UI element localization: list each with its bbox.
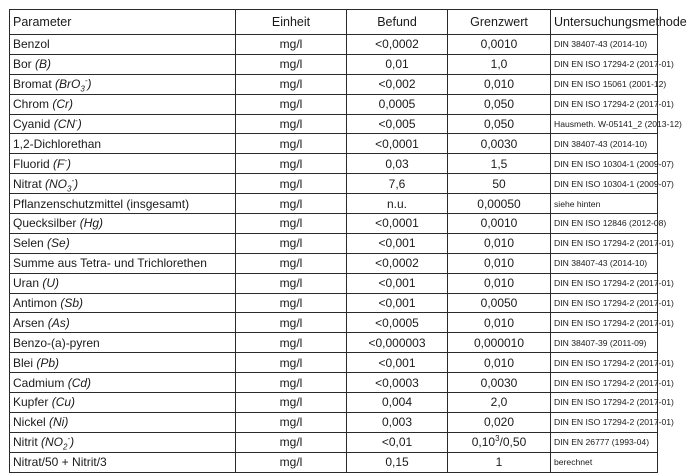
symbol-close: ): [70, 435, 75, 450]
table-row: [10, 35, 658, 55]
grenzwert-value: 1: [495, 455, 503, 470]
cell-einheit: mg/l: [236, 174, 347, 194]
parameter-name: Bor: [13, 57, 32, 72]
cell-befund: n.u.: [347, 194, 448, 214]
symbol-text: (Sb): [60, 296, 84, 311]
symbol-subscript: 3: [67, 184, 72, 194]
symbol-subscript: 2: [63, 442, 68, 452]
grenzwert-value: 0,050: [483, 117, 515, 131]
cell-befund: 0,004: [347, 393, 448, 413]
grenzwert-value: 1,5: [490, 156, 508, 171]
grenzwert-value: 0,050: [483, 97, 515, 112]
parameter-name: Kupfer: [13, 395, 49, 410]
cell-untersuchungsmethode: DIN EN ISO 17294-2 (2017-01): [551, 313, 658, 333]
table-row: [10, 412, 658, 432]
symbol-text: (U): [42, 276, 60, 291]
column-header-befund: Befund: [347, 10, 448, 35]
parameter-name: Fluorid: [13, 156, 50, 171]
table-row: [10, 313, 658, 333]
symbol-text: (BrO: [55, 77, 81, 92]
cell-parameter: [10, 174, 236, 194]
parameter-symbol: [52, 97, 73, 111]
parameter-symbol: [68, 376, 91, 390]
symbol-text: (NO: [41, 435, 64, 450]
table-row: [10, 74, 658, 94]
table-row: [10, 293, 658, 313]
symbol-close: ): [87, 77, 92, 92]
cell-untersuchungsmethode: DIN EN ISO 17294-2 (2017-01): [551, 373, 658, 393]
cell-parameter: [10, 353, 236, 373]
symbol-superscript: -: [84, 76, 88, 86]
cell-befund: 0,003: [347, 412, 448, 432]
cell-grenzwert: [448, 154, 551, 174]
table-row: [10, 333, 658, 353]
cell-einheit: mg/l: [236, 353, 347, 373]
cell-einheit: mg/l: [236, 333, 347, 353]
cell-befund: <0,0003: [347, 373, 448, 393]
cell-grenzwert: [448, 452, 551, 472]
cell-parameter: [10, 373, 236, 393]
results-table-container: [9, 9, 687, 473]
parameter-symbol: [55, 76, 92, 94]
grenzwert-value: 0,010: [483, 236, 515, 251]
cell-untersuchungsmethode: DIN EN ISO 15061 (2001-12): [551, 74, 658, 94]
cell-parameter: [10, 253, 236, 273]
cell-parameter: [10, 333, 236, 353]
cell-grenzwert: [448, 333, 551, 353]
cell-grenzwert: [448, 94, 551, 114]
cell-befund: <0,0005: [347, 313, 448, 333]
cell-einheit: mg/l: [236, 35, 347, 55]
cell-untersuchungsmethode: DIN 38407-43 (2014-10): [551, 253, 658, 273]
cell-parameter: [10, 194, 236, 214]
cell-befund: 0,01: [347, 54, 448, 74]
grenzwert-value: 0,00050: [477, 196, 521, 211]
parameter-symbol: [48, 316, 70, 330]
table-row: [10, 393, 658, 413]
cell-einheit: mg/l: [236, 94, 347, 114]
cell-einheit: mg/l: [236, 452, 347, 472]
cell-befund: <0,001: [347, 273, 448, 293]
column-header-parameter: Parameter: [10, 10, 236, 35]
parameter-name: Bromat: [13, 77, 52, 92]
parameter-name: Selen: [13, 236, 44, 251]
cell-einheit: mg/l: [236, 114, 347, 134]
cell-einheit: mg/l: [236, 54, 347, 74]
cell-untersuchungsmethode: DIN EN ISO 12846 (2012-08): [551, 214, 658, 234]
column-header-einheit: Einheit: [236, 10, 347, 35]
cell-untersuchungsmethode: DIN EN 26777 (1993-04): [551, 432, 658, 452]
parameter-symbol: [42, 276, 59, 290]
cell-parameter: [10, 293, 236, 313]
parameter-symbol: [45, 175, 79, 194]
parameter-symbol: [49, 415, 68, 429]
cell-parameter: [10, 412, 236, 432]
cell-grenzwert: [448, 432, 551, 452]
table-row: [10, 214, 658, 234]
parameter-name: Uran: [13, 276, 40, 291]
grenzwert-value: 0,010: [483, 315, 515, 330]
table-header-row: [10, 10, 658, 35]
results-table: [9, 9, 687, 473]
cell-befund: <0,005: [347, 114, 448, 134]
cell-befund: <0,001: [347, 293, 448, 313]
parameter-name: Summe aus Tetra- und Trichlorethen: [13, 256, 207, 271]
symbol-text: (Se): [47, 236, 70, 251]
grenzwert-value: 2,0: [490, 395, 508, 410]
cell-untersuchungsmethode: DIN EN ISO 17294-2 (2017-01): [551, 233, 658, 253]
cell-befund: 0,15: [347, 452, 448, 472]
table-row: [10, 114, 658, 134]
cell-grenzwert: [448, 214, 551, 234]
table-row: [10, 373, 658, 393]
parameter-name: 1,2-Dichlorethan: [13, 136, 102, 151]
grenzwert-value: 0,10: [471, 435, 496, 450]
parameter-name: Benzo-(a)-pyren: [13, 335, 100, 350]
symbol-text: (F: [53, 156, 65, 171]
parameter-name: Nitrit: [13, 435, 38, 450]
symbol-text: (Cu): [51, 395, 76, 410]
cell-untersuchungsmethode: berechnet: [551, 452, 658, 472]
cell-grenzwert: [448, 233, 551, 253]
table-row: [10, 432, 658, 452]
column-header-grenzwert: Grenzwert: [448, 10, 551, 35]
cell-grenzwert: [448, 293, 551, 313]
parameter-symbol: [60, 296, 83, 310]
cell-untersuchungsmethode: siehe hinten: [551, 194, 658, 214]
parameter-name: Nitrat/50 + Nitrit/3: [13, 455, 107, 470]
cell-parameter: [10, 273, 236, 293]
cell-einheit: mg/l: [236, 293, 347, 313]
parameter-name: Nitrat: [13, 176, 42, 191]
cell-untersuchungsmethode: DIN EN ISO 17294-2 (2017-01): [551, 293, 658, 313]
cell-grenzwert: [448, 313, 551, 333]
grenzwert-footnote: 3: [495, 434, 500, 444]
grenzwert-value: 50: [492, 176, 506, 191]
cell-parameter: [10, 393, 236, 413]
symbol-superscript: -: [71, 175, 75, 185]
parameter-name: Benzol: [13, 37, 50, 52]
table-row: [10, 253, 658, 273]
cell-einheit: mg/l: [236, 412, 347, 432]
grenzwert-value: 0,010: [483, 355, 515, 370]
table-row: [10, 452, 658, 472]
grenzwert-value: 0,010: [483, 276, 515, 291]
cell-parameter: [10, 134, 236, 154]
cell-einheit: mg/l: [236, 253, 347, 273]
symbol-close: ): [67, 156, 72, 171]
cell-grenzwert: [448, 174, 551, 194]
symbol-subscript: 3: [80, 84, 85, 94]
table-row: [10, 154, 658, 174]
cell-untersuchungsmethode: DIN EN ISO 17294-2 (2017-01): [551, 353, 658, 373]
cell-befund: <0,0002: [347, 253, 448, 273]
cell-befund: <0,01: [347, 432, 448, 452]
grenzwert-value: 0,0010: [480, 216, 518, 231]
cell-grenzwert: [448, 35, 551, 55]
symbol-text: (Cr): [52, 97, 74, 112]
symbol-superscript: -: [67, 434, 71, 444]
cell-parameter: [10, 74, 236, 94]
cell-parameter: [10, 214, 236, 234]
cell-befund: <0,001: [347, 353, 448, 373]
grenzwert-value: 0,0010: [480, 37, 518, 52]
parameter-symbol: [35, 57, 51, 71]
cell-einheit: mg/l: [236, 74, 347, 94]
symbol-text: (CN: [53, 117, 76, 131]
parameter-name: Nickel: [13, 415, 46, 430]
parameter-name: Pflanzenschutzmittel (insgesamt): [13, 196, 190, 211]
cell-parameter: [10, 233, 236, 253]
cell-einheit: mg/l: [236, 194, 347, 214]
cell-befund: 0,03: [347, 154, 448, 174]
table-body: [10, 35, 682, 473]
table-row: [10, 353, 658, 373]
symbol-close: ): [74, 176, 79, 191]
grenzwert-value: 0,0030: [480, 136, 518, 151]
grenzwert-secondary: /0,50: [499, 435, 527, 450]
grenzwert-value: 0,010: [483, 77, 515, 92]
cell-parameter: [10, 35, 236, 55]
table-row: [10, 134, 658, 154]
cell-untersuchungsmethode: DIN EN ISO 17294-2 (2017-01): [551, 273, 658, 293]
cell-untersuchungsmethode: DIN EN ISO 17294-2 (2017-01): [551, 393, 658, 413]
cell-untersuchungsmethode: Hausmeth. W-05141_2 (2013-12): [551, 114, 658, 134]
cell-untersuchungsmethode: DIN EN ISO 17294-2 (2017-01): [551, 412, 658, 432]
parameter-name: Blei: [13, 355, 34, 370]
cell-parameter: [10, 154, 236, 174]
cell-grenzwert: [448, 54, 551, 74]
parameter-symbol: [52, 395, 75, 409]
symbol-superscript: -: [64, 155, 68, 165]
parameter-symbol: [36, 356, 59, 370]
cell-untersuchungsmethode: DIN EN ISO 10304-1 (2009-07): [551, 174, 658, 194]
cell-grenzwert: [448, 412, 551, 432]
cell-einheit: mg/l: [236, 273, 347, 293]
parameter-symbol: [41, 434, 75, 452]
cell-grenzwert: [448, 373, 551, 393]
cell-grenzwert: [448, 253, 551, 273]
cell-parameter: [10, 94, 236, 114]
cell-grenzwert: [448, 393, 551, 413]
parameter-symbol: [80, 216, 103, 230]
grenzwert-value: 0,0030: [480, 375, 518, 390]
cell-parameter: [10, 313, 236, 333]
table-row: [10, 174, 658, 194]
parameter-name: Arsen: [13, 315, 45, 330]
cell-befund: <0,000003: [347, 333, 448, 353]
cell-einheit: mg/l: [236, 233, 347, 253]
cell-parameter: [10, 432, 236, 452]
cell-befund: <0,0002: [347, 35, 448, 55]
cell-grenzwert: [448, 273, 551, 293]
cell-parameter: [10, 54, 236, 74]
cell-befund: <0,002: [347, 74, 448, 94]
cell-einheit: mg/l: [236, 214, 347, 234]
cell-parameter: [10, 114, 236, 134]
cell-einheit: mg/l: [236, 432, 347, 452]
table-row: [10, 194, 658, 214]
grenzwert-value: 1,0: [490, 57, 508, 72]
symbol-text: (As): [47, 315, 70, 330]
table-row: [10, 233, 658, 253]
symbol-text: (Ni): [49, 415, 69, 430]
parameter-name: Chrom: [13, 97, 50, 112]
cell-einheit: mg/l: [236, 393, 347, 413]
parameter-symbol: [54, 117, 82, 131]
cell-befund: 7,6: [347, 174, 448, 194]
grenzwert-value: 0,020: [483, 415, 515, 430]
parameter-name: Cadmium: [13, 375, 65, 390]
cell-parameter: [10, 452, 236, 472]
parameter-symbol: [47, 236, 70, 250]
symbol-close: ): [77, 117, 82, 131]
cell-einheit: mg/l: [236, 373, 347, 393]
symbol-text: (Hg): [79, 216, 104, 231]
cell-einheit: mg/l: [236, 134, 347, 154]
cell-einheit: mg/l: [236, 154, 347, 174]
cell-grenzwert: [448, 194, 551, 214]
cell-untersuchungsmethode: DIN EN ISO 17294-2 (2017-01): [551, 94, 658, 114]
symbol-text: (B): [35, 57, 52, 72]
symbol-text: (Cd): [67, 375, 92, 390]
cell-grenzwert: [448, 74, 551, 94]
cell-befund: <0,001: [347, 233, 448, 253]
parameter-symbol: [53, 157, 71, 171]
cell-untersuchungsmethode: DIN EN ISO 17294-2 (2017-01): [551, 54, 658, 74]
column-header-untersuchungsmethode: Untersuchungsmethode: [551, 10, 658, 35]
grenzwert-value: 0,010: [483, 256, 515, 271]
cell-untersuchungsmethode: DIN 38407-43 (2014-10): [551, 134, 658, 154]
cell-befund: <0,0001: [347, 134, 448, 154]
table-row: [10, 54, 658, 74]
symbol-superscript: -: [75, 116, 78, 125]
cell-grenzwert: [448, 353, 551, 373]
cell-untersuchungsmethode: DIN 38407-43 (2014-10): [551, 35, 658, 55]
parameter-name: Cyanid: [13, 117, 51, 131]
parameter-name: Antimon: [13, 296, 58, 311]
cell-befund: 0,0005: [347, 94, 448, 114]
grenzwert-value: 0,0050: [480, 296, 518, 311]
parameter-name: Quecksilber: [13, 216, 77, 231]
symbol-text: (Pb): [36, 355, 60, 370]
table-row: [10, 94, 658, 114]
table-row: [10, 273, 658, 293]
grenzwert-value: 0,000010: [473, 335, 525, 350]
cell-untersuchungsmethode: DIN 38407-39 (2011-09): [551, 333, 658, 353]
cell-einheit: mg/l: [236, 313, 347, 333]
cell-befund: <0,0001: [347, 214, 448, 234]
cell-untersuchungsmethode: DIN EN ISO 10304-1 (2009-07): [551, 154, 658, 174]
cell-grenzwert: [448, 114, 551, 134]
symbol-text: (NO: [45, 176, 68, 191]
cell-grenzwert: [448, 134, 551, 154]
